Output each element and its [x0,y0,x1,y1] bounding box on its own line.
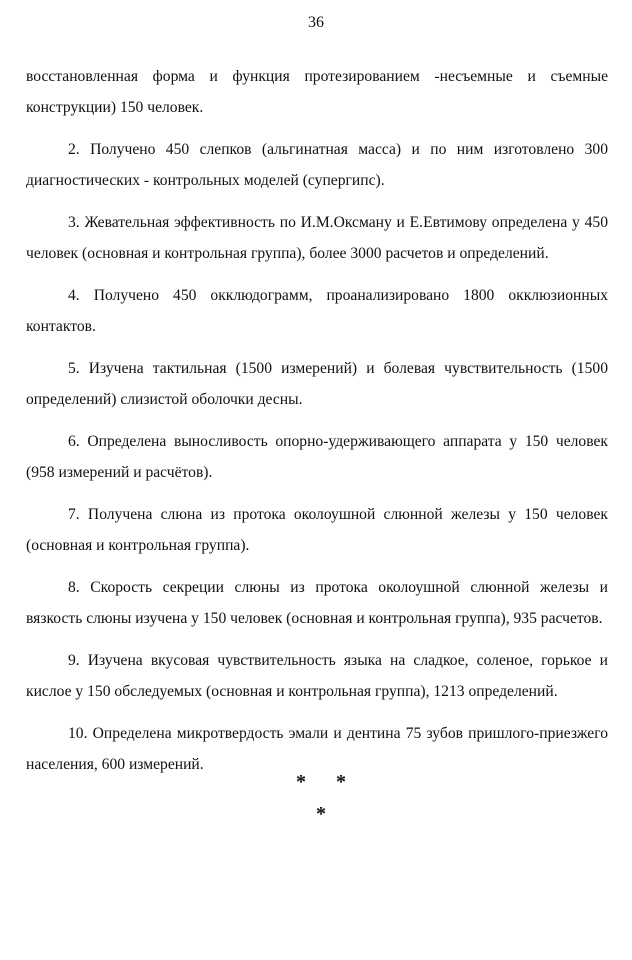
document-body [26,62,608,792]
paragraph-item-2: 2. Получено 450 слепков (альгинатная масса) и по ним изготовлено 300 диагностических - контрольных моделей (супергипс). [26,141,608,189]
asterisk: * [316,803,326,825]
paragraph-item-4: 4. Получено 450 окклюдограмм, проанализировано 1800 окклюзионных контактов. [26,287,608,335]
paragraph-item-8: 8. Скорость секреции слюны из протока околоушной слюнной железы и вязкость слюны изучена у 150 человек (основная и контрольная группа), 935 расчетов. [26,579,608,627]
paragraph-continuation: восстановленная форма и функция протезированием -несъемные и съемные конструкции) 150 человек. [26,68,608,116]
paragraph-item-7: 7. Получена слюна из протока околоушной слюнной железы у 150 человек (основная и контрольная группа). [26,506,608,554]
page-number: 36 [308,14,324,31]
paragraph-item-9: 9. Изучена вкусовая чувствительность языка на сладкое, соленое, горькое и кислое у 150 обследуемых (основная и контрольная группа), 1213 определений. [26,652,608,700]
asterisk: * [336,771,346,793]
asterisk: * [296,771,306,793]
paragraph-item-5: 5. Изучена тактильная (1500 измерений) и болевая чувствительность (1500 определений) слизистой оболочки десны. [26,360,608,408]
section-separator [0,772,632,832]
paragraph-item-6: 6. Определена выносливость опорно-удерживающего аппарата у 150 человек (958 измерений и расчётов). [26,433,608,481]
paragraph-item-10: 10. Определена микротвердость эмали и дентина 75 зубов пришлого-приезжего населения, 600 измерений. [26,725,608,773]
paragraph-item-3: 3. Жевательная эффективность по И.М.Оксману и Е.Евтимову определена у 450 человек (основная и контрольная группа), более 3000 расчетов и определений. [26,214,608,262]
